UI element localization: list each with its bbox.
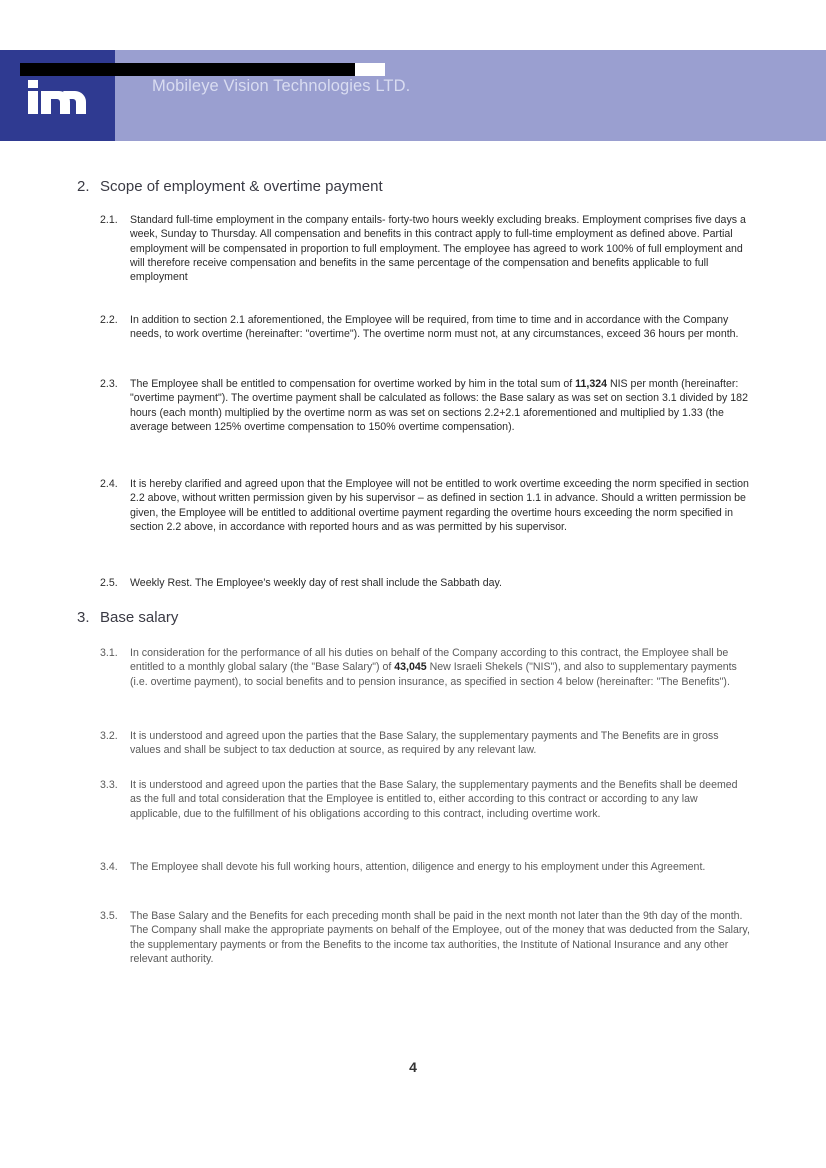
clause-text: It is understood and agreed upon the parties that the Base Salary, the supplementary payments and The Benefits are in gross values and shall be subject to tax deduction at source, as required by any relevant law. (130, 730, 719, 757)
clause-text: It is hereby clarified and agreed upon that the Employee will not be entitled to work overtime exceeding the norm specified in section 2.2 above, without written permission given by his supervisor – as defined in section 1.1 in advance. Should a written permission be given, the Employee will be entitled to additional overtime payment regarding the overtime hours exceeding the norm specified in section 2.2 above, in accordance with reported hours and as was permitted by his supervisor. (130, 478, 749, 533)
clause-number: 3.5. (100, 910, 118, 922)
clause-text: In addition to section 2.1 aforementioned, the Employee will be required, from time to time and in accordance with the Company needs, to work overtime (hereinafter: "overtime"). The overtime norm must not, at any circumstances, exceed 36 hours per month. (130, 314, 739, 341)
clause-number: 2.4. (100, 478, 118, 490)
clause-text: The Base Salary and the Benefits for each preceding month shall be paid in the next month not later than the 9th day of the month. The Company shall make the appropriate payments on behalf of the Employee, out of the money that was deducted from the Salary, the supplementary payments or from the Benefits to the income tax authorities, the Institute of National Insurance and any other relevant authority. (130, 910, 750, 965)
clause-number: 3.2. (100, 730, 118, 742)
clause-number: 3.1. (100, 647, 118, 659)
clause-number: 3.3. (100, 779, 118, 791)
base-salary-amount: 43,045 (394, 661, 427, 674)
redaction-bar (20, 63, 355, 76)
section-heading: Scope of employment & overtime payment (100, 178, 383, 195)
section-number: 2. (77, 178, 90, 195)
section-title (77, 178, 383, 195)
clause-number: 2.1. (100, 214, 118, 226)
clause-2-1 (100, 213, 750, 284)
mobileye-logo-icon (28, 80, 88, 114)
section-number: 3. (77, 609, 90, 626)
clause-text: It is understood and agreed upon the parties that the Base Salary, the supplementary payments and the Benefits shall be deemed as the full and total consideration that the Employee is entitled to, either according to this contract or according to any law applicable, due to the fulfillment of his obligations according to this contract, including overtime work. (130, 779, 738, 820)
clause-3-1 (100, 646, 750, 689)
clause-number: 2.2. (100, 314, 118, 326)
redaction-gap (355, 63, 385, 76)
clause-text: Weekly Rest. The Employee’s weekly day of rest shall include the Sabbath day. (130, 577, 502, 589)
clause-number: 2.3. (100, 378, 118, 390)
clause-text: The Employee shall devote his full working hours, attention, diligence and energy to his employment under this Agreement. (130, 861, 706, 873)
clause-number: 3.4. (100, 861, 118, 873)
overtime-amount: 11,324 (575, 378, 607, 390)
clause-text: Standard full-time employment in the company entails- forty-two hours weekly excluding breaks. Employment comprises five days a week, Sunday to Thursday. All compensation and benefits in this contract apply to full-time employment as defined above. Partial employment will be compensated in proportion to full employment. The employee has agreed to work 100% of full employment and will therefore receive compensation and benefits in the same percentage of the compensation and benefits applicable to full employment (130, 214, 746, 284)
clause-3-4 (100, 860, 750, 874)
clause-text: In consideration for the performance of all his duties on behalf of the Company according to this contract, the Employee shall be entitled to a monthly global salary (the "Base Salary") of 43,045 New Israeli Shekels ("NIS"), and also to supplementary payments (i.e. overtime payment), to social benefits and to pension insurance, as specified in section 4 below (hereinafter: "The Benefits"). (130, 647, 737, 688)
section-title (77, 609, 178, 626)
page-number: 4 (409, 1059, 417, 1075)
section-heading: Base salary (100, 609, 179, 626)
clause-2-2 (100, 313, 750, 342)
clause-3-5 (100, 909, 750, 966)
clause-2-3 (100, 377, 750, 434)
clause-2-4 (100, 477, 750, 534)
clause-3-3 (100, 778, 750, 821)
clause-number: 2.5. (100, 577, 118, 589)
clause-text: The Employee shall be entitled to compensation for overtime worked by him in the total sum of 11,324 NIS per month (hereinafter: "overtime payment"). The overtime payment shall be calculated as follows: the Base salary as was set on section 3.1 divided by 182 hours (each month) multiplied by the overtime norm as was set on sections 2.2+2.1 aforementioned and multiplied by 1.33 (the average between 125% overtime compensation to 150% overtime compensation). (130, 378, 748, 433)
clause-3-2 (100, 729, 750, 758)
clause-2-5 (100, 576, 750, 590)
company-name: Mobileye Vision Technologies LTD. (152, 77, 411, 95)
